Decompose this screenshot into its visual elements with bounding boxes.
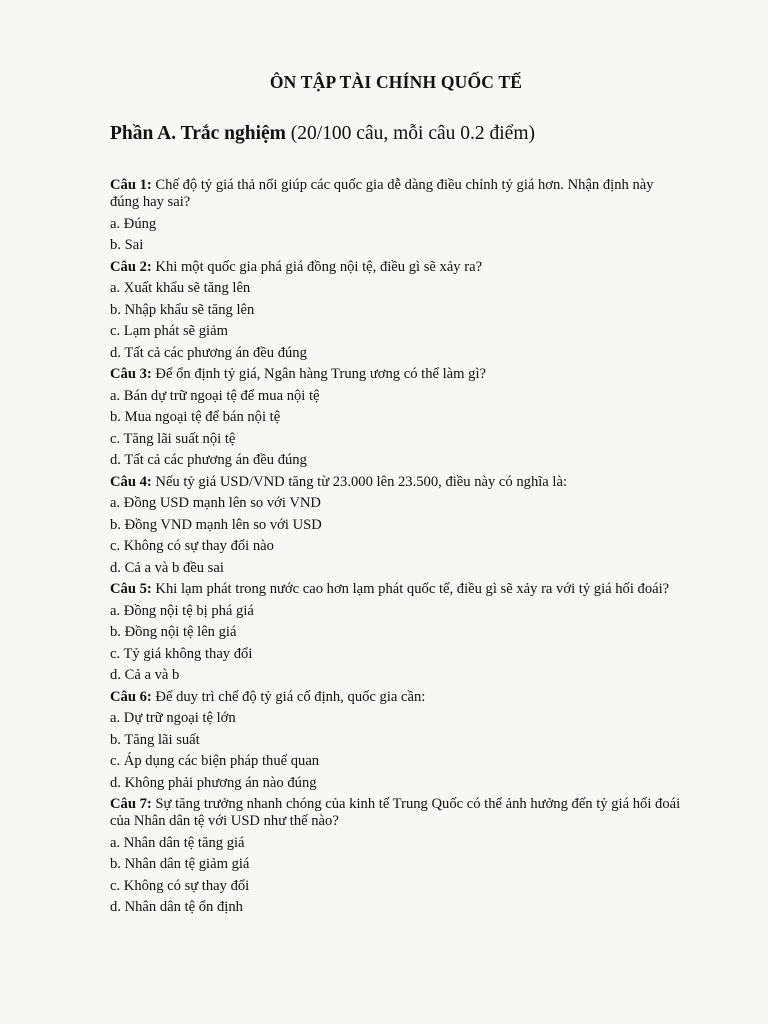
option-a: a. Dự trữ ngoại tệ lớn [110,710,236,726]
question-label: Câu 1: [110,177,152,193]
question-label: Câu 4: [110,473,152,490]
question-3 [110,366,682,469]
question-text [110,581,682,598]
option-a: a. Nhân dân tệ tăng giá [110,834,245,851]
question-6 [110,689,682,792]
option-a: a. Đồng nội tệ bị phá giá [110,602,254,619]
option-d: d. Nhân dân tệ ổn định [110,899,243,915]
question-body: Chế độ tỷ giá thả nổi giúp các quốc gia dễ dàng điều chỉnh tỷ giá hơn. Nhận định này đúng hay sai? [110,177,654,210]
question-1 [110,177,682,254]
option-c: c. Không có sự thay đổi [110,877,250,894]
document-title: ÔN TẬP TÀI CHÍNH QUỐC TẾ [269,72,523,92]
question-text [110,259,682,276]
option-d: d. Cả a và b [110,667,180,683]
section-heading-bold: Phần A. Trắc nghiệm [110,123,286,144]
question-7 [110,796,682,916]
question-5 [110,581,682,684]
option-c: c. Không có sự thay đổi nào [110,538,274,554]
question-2 [110,259,682,362]
question-text [110,689,682,706]
option-d: d. Tất cả các phương án đều đúng [110,344,307,361]
option-a: a. Bán dự trữ ngoại tệ để mua nội tệ [110,387,320,404]
section-heading-note: (20/100 câu, mỗi câu 0.2 điểm) [285,123,535,144]
question-label: Câu 5: [110,581,152,597]
question-body: Khi một quốc gia phá giá đồng nội tệ, điều gì sẽ xảy ra? [151,258,483,275]
option-d: d. Không phải phương án nào đúng [110,774,317,791]
question-text [110,366,682,383]
question-label: Câu 3: [110,366,152,382]
question-text [110,177,682,211]
option-b: b. Mua ngoại tệ để bán nội tệ [110,409,281,425]
option-c: c. Áp dụng các biện pháp thuế quan [110,753,320,769]
option-c: c. Tăng lãi suất nội tệ [110,430,236,447]
option-b: b. Đồng VND mạnh lên so với USD [110,516,322,533]
option-b: b. Đồng nội tệ lên giá [110,624,237,640]
option-a: a. Đúng [110,215,157,232]
option-b: b. Nhân dân tệ giảm giá [110,856,250,872]
section-heading [110,123,682,145]
question-body: Sự tăng trưởng nhanh chóng của kinh tế Trung Quốc có thể ảnh hưởng đến tỷ giá hối đoái của Nhân dân tệ với USD như thế nào? [110,796,681,829]
option-d: d. Tất cả các phương án đều đúng [110,452,307,468]
question-label: Câu 7: [110,796,152,812]
option-b: b. Sai [110,237,144,253]
question-body: Khi lạm phát trong nước cao hơn lạm phát quốc tế, điều gì sẽ xảy ra với tỷ giá hối đoái? [151,581,670,597]
question-label: Câu 6: [110,688,152,705]
question-label: Câu 2: [110,258,152,275]
question-body: Nếu tỷ giá USD/VND tăng từ 23.000 lên 23.500, điều này có nghĩa là: [151,473,568,490]
question-text [110,796,682,830]
option-c: c. Lạm phát sẽ giảm [110,323,228,339]
option-d: d. Cả a và b đều sai [110,559,224,576]
question-body: Để duy trì chế độ tỷ giá cố định, quốc gia cần: [151,688,426,705]
option-b: b. Nhập khẩu sẽ tăng lên [110,301,255,318]
option-a: a. Đồng USD mạnh lên so với VND [110,495,321,511]
question-4 [110,474,682,577]
option-a: a. Xuất khẩu sẽ tăng lên [110,280,251,296]
option-c: c. Tỷ giá không thay đổi [110,645,253,662]
question-text [110,474,682,491]
option-b: b. Tăng lãi suất [110,731,200,748]
question-body: Để ổn định tỷ giá, Ngân hàng Trung ương có thể làm gì? [151,366,486,382]
